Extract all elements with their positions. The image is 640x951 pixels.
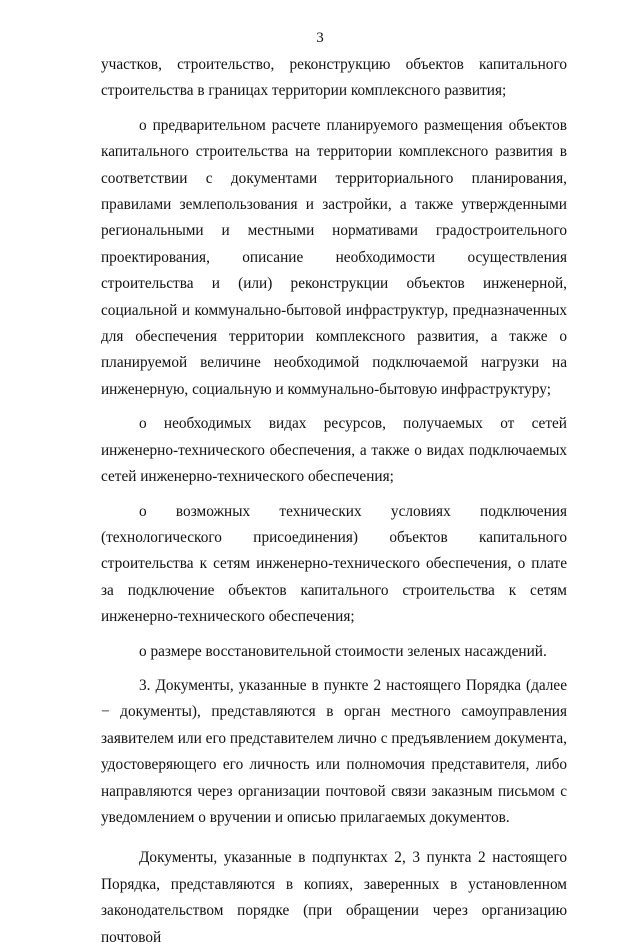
paragraph-clause-3: 3. Документы, указанные в пункте 2 настоящего Порядка (далее − документы), представляются в орган местного самоуправления заявителем или его представителем лично с предъявлением документа, удостоверяющего его личность или полномочия представителя, либо направляются через организации почтовой связи заказным письмом с уведомлением о вручении и описью прилагаемых документов. <box>101 676 567 826</box>
paragraph-technical-conditions: о возможных технических условиях подключения (технологического присоединения) объектов капитального строительства к сетям инженерно-технического обеспечения, о плате за подключение объектов капитального строительства к сетям инженерно-технического обеспечения; <box>101 502 567 626</box>
paragraph-documents-copies: Документы, указанные в подпунктах 2, 3 пункта 2 настоящего Порядка, представляются в копиях, заверенных в установленном законодательством порядке (при обращении через организацию почтовой <box>101 849 567 946</box>
paragraph-green-plantings: о размере восстановительной стоимости зеленых насаждений. <box>139 642 547 660</box>
paragraph-required-resources: о необходимых видах ресурсов, получаемых от сетей инженерно-технического обеспечения, а также о видах подключаемых сетей инженерно-технического обеспечения; <box>101 415 567 486</box>
paragraph-capital-construction-estimate: о предварительном расчете планируемого размещения объектов капитального строительства на территории комплексного развития в соответствии с документами территориального планирования, правилами землепользования и застройки, а также утвержденными региональными и местными нормативами градостроительного проектирования, описание необходимости осуществления строительства и (или) реконструкции объектов инженерной, социальной и коммунально-бытовой инфраструктур, предназначенных для обеспечения территории комплексного развития, а также о планируемой величине необходимой подключаемой нагрузки на инженерную, социальную и коммунально-бытовую инфраструктуру; <box>101 116 567 398</box>
document-body <box>101 52 567 951</box>
page-number: 3 <box>316 30 324 46</box>
paragraph-continuation: участков, строительство, реконструкцию объектов капитального строительства в границах территории комплексного развития; <box>101 56 567 100</box>
